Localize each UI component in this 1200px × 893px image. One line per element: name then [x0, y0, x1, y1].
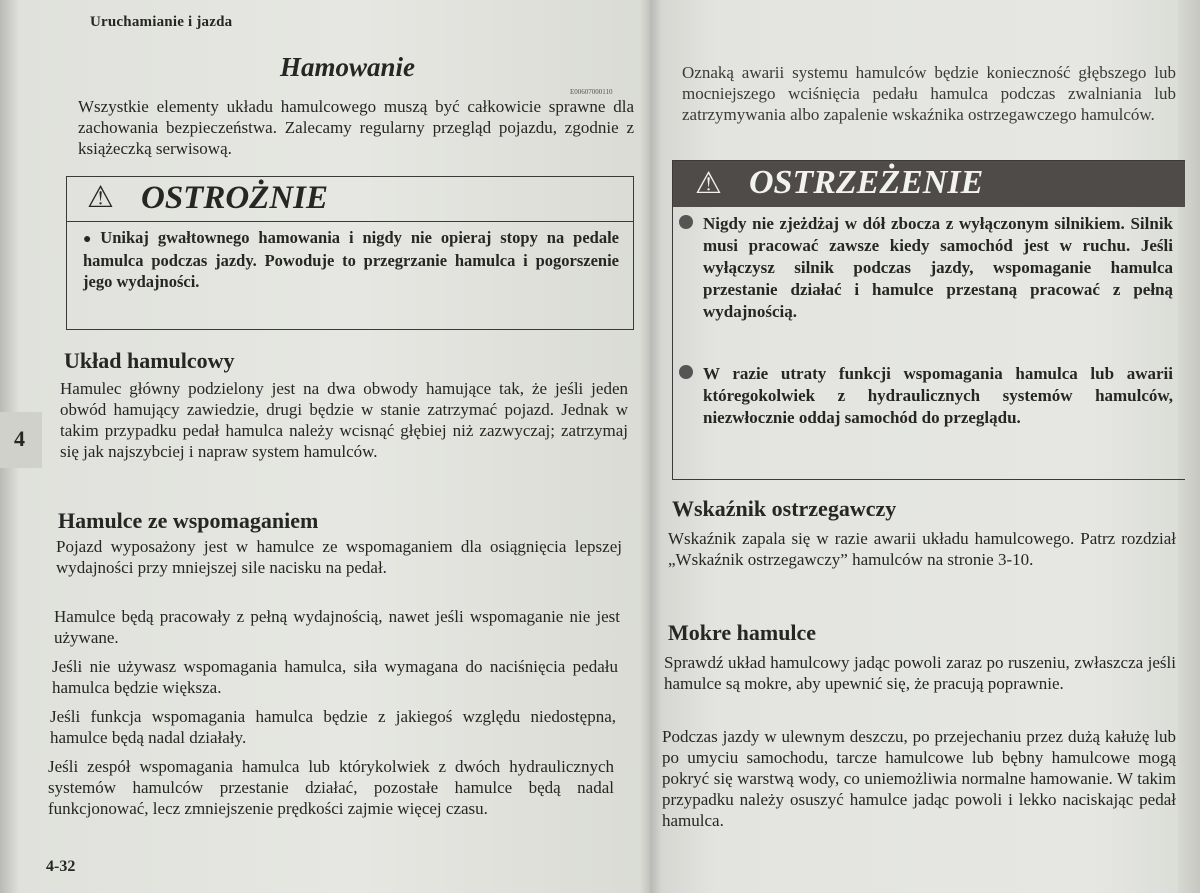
warning-label: OSTRZEŻENIE — [749, 164, 984, 201]
power-brakes-paragraph: Jeśli nie używasz wspomagania hamulca, siła wymagana do naciśnięcia pedału hamulca będzie większa. — [52, 657, 618, 697]
bullet-icon — [679, 365, 693, 379]
warning-header — [673, 161, 1185, 207]
warning-box — [672, 160, 1185, 480]
chapter-number: 4 — [14, 426, 25, 451]
power-brakes-paragraph: Jeśli funkcja wspomagania hamulca będzie z jakiegoś względu niedostępna, hamulce będą nadal działały. — [50, 707, 616, 747]
indicator-text: Wskaźnik zapala się w razie awarii układu hamulcowego. Patrz rozdział „Wskaźnik ostrzegawczy” hamulców na stronie 3-10. — [668, 529, 1176, 569]
wet-brakes-heading: Mokre hamulce — [668, 620, 817, 645]
caution-text: Unikaj gwałtownego hamowania i nigdy nie opieraj stopy na pedale hamulca podczas jazdy. Powoduje to przegrzanie hamulca i pogorszenie jego wydajności. — [83, 228, 619, 291]
bullet-icon — [679, 215, 693, 229]
chapter-tab — [0, 412, 42, 468]
indicator-heading: Wskaźnik ostrzegawczy — [672, 496, 897, 521]
bullet-icon: ● — [83, 232, 97, 247]
reference-code: E00607000110 — [570, 88, 613, 96]
right-intro-paragraph: Oznaką awarii systemu hamulców będzie konieczność głębszego lub mocniejszego wciśnięcia pedału hamulca podczas zwalniania lub zatrzymywania albo zapalenie wskaźnika ostrzegawczego hamulców. — [682, 63, 1176, 124]
power-brakes-paragraph: Hamulce będą pracowały z pełną wydajnością, nawet jeśli wspomaganie nie jest używane. — [54, 607, 620, 647]
caution-text-block — [83, 227, 619, 292]
caution-label: OSTROŻNIE — [141, 180, 329, 216]
warning-triangle-icon: ⚠ — [695, 167, 722, 200]
caution-box — [66, 176, 634, 330]
warning-item: W razie utraty funkcji wspomagania hamulca lub awarii któregokolwiek z hydraulicznych systemów hamulców, niezwłocznie oddaj samochód do przeglądu. — [703, 363, 1173, 429]
page-title: Hamowanie — [280, 52, 416, 82]
page-number: 4-32 — [46, 858, 76, 875]
brake-system-text: Hamulec główny podzielony jest na dwa obwody hamujące tak, że jeśli jeden obwód hamujący zawiedzie, drugi będzie w stanie zatrzymać pojazd. Jednak w takim przypadku pedał hamulca należy wcisnąć głębiej niż zazwyczaj; zatrzymaj się jak najszybciej i napraw system hamulców. — [60, 379, 628, 461]
power-brakes-paragraph: Jeśli zespół wspomagania hamulca lub którykolwiek z dwóch hydraulicznych systemów hamulców przestanie działać, pozostałe hamulce będą nadal funkcjonować, lecz zmniejszenie prędkości zajmie więcej czasu. — [48, 757, 614, 818]
power-brakes-paragraph: Pojazd wyposażony jest w hamulce ze wspomaganiem dla osiągnięcia lepszej wydajności przy mniejszej sile nacisku na pedał. — [56, 537, 622, 577]
brake-system-heading: Układ hamulcowy — [64, 348, 235, 373]
book-gutter — [640, 0, 662, 893]
intro-paragraph: Wszystkie elementy układu hamulcowego muszą być całkowicie sprawne dla zachowania bezpieczeństwa. Zalecamy regularny przegląd pojazdu, zgodnie z książeczką serwisową. — [78, 97, 634, 158]
power-brakes-heading: Hamulce ze wspomaganiem — [58, 508, 319, 533]
wet-brakes-paragraph: Sprawdź układ hamulcowy jadąc powoli zaraz po ruszeniu, zwłaszcza jeśli hamulce są mokre, aby upewnić się, że pracują poprawnie. — [664, 653, 1176, 693]
section-header: Uruchamianie i jazda — [90, 14, 233, 30]
warning-item: Nigdy nie zjeżdżaj w dół zbocza z wyłączonym silnikiem. Silnik musi pracować zawsze kiedy samochód jest w ruchu. Jeśli wyłączysz silnik podczas jazdy, wspomaganie hamulca przestanie działać i hamulce przestaną pracować z pełną wydajnością. — [703, 213, 1173, 323]
warning-triangle-icon: ⚠ — [87, 181, 114, 214]
caution-header — [67, 177, 633, 222]
wet-brakes-paragraph: Podczas jazdy w ulewnym deszczu, po przejechaniu przez dużą kałużę lub po umyciu samochodu, tarcze hamulcowe lub bębny hamulcowe mogą pokryć się warstwą wody, co uniemożliwia normalne hamowanie. W takim przypadku należy osuszyć hamulce jadąc powoli i lekko naciskając pedał hamulca. — [662, 727, 1176, 830]
